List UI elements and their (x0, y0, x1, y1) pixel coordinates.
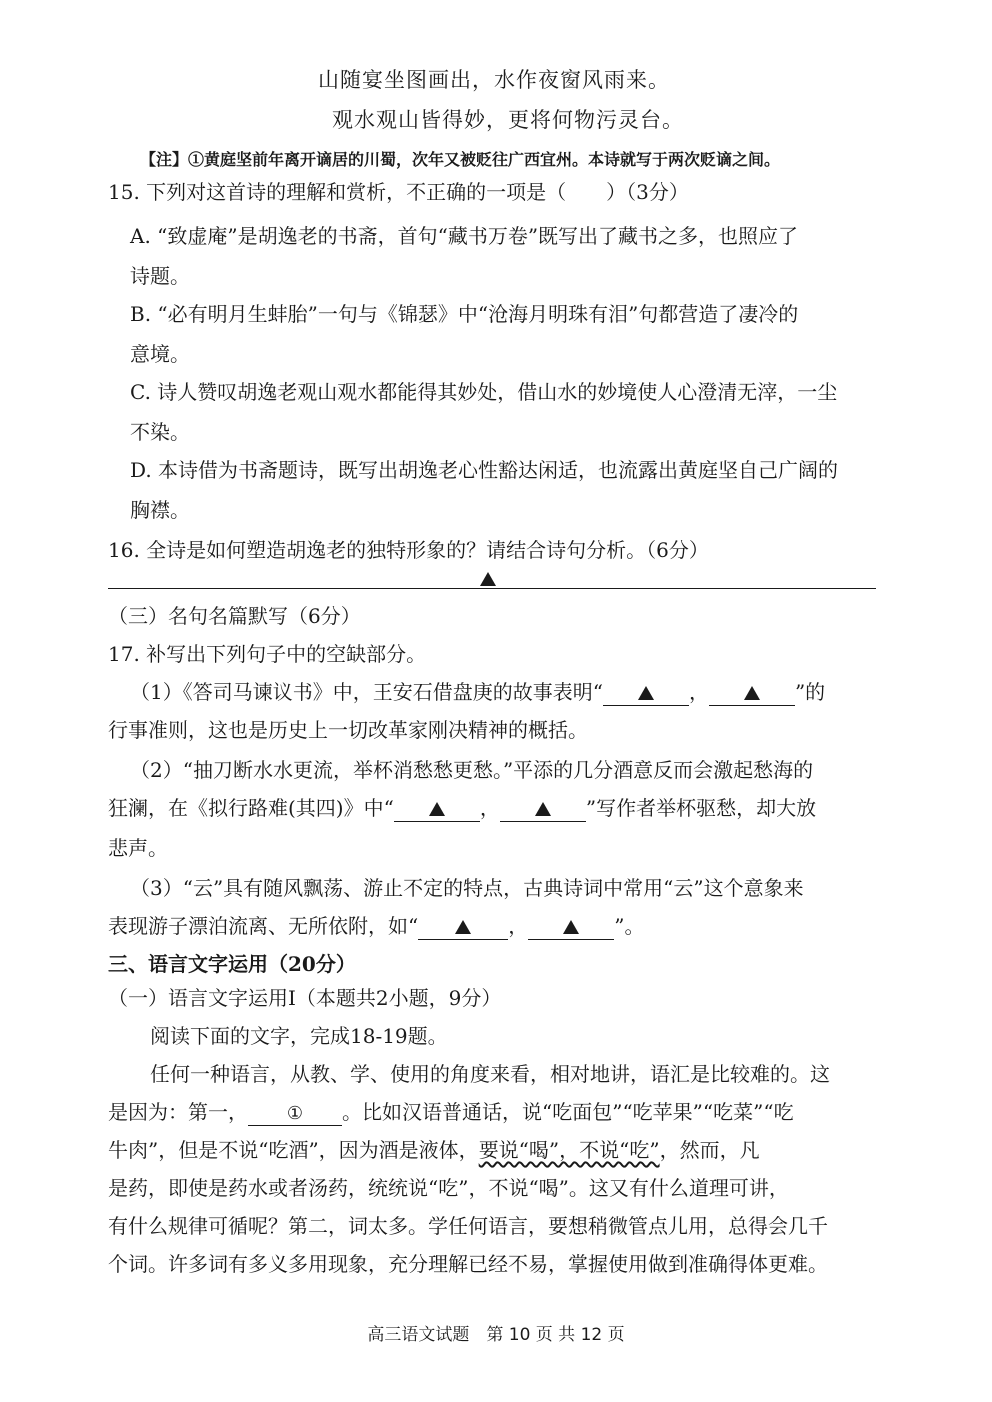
q15-option-c-cont: 不染。 (130, 420, 190, 444)
triangle-icon (535, 802, 551, 816)
passage-line-4: 是药，即使是药水或者汤药，统统说“吃”，不说“喝”。这又有什么道理可讲， (108, 1176, 789, 1200)
fill-blank[interactable] (528, 917, 614, 940)
q17-item-2-cont (108, 794, 816, 822)
fill-blank-1[interactable]: ① (248, 1103, 342, 1126)
q17-item-1-end: ”的 (794, 680, 826, 704)
q17-item-2-sep: ， (479, 796, 500, 820)
section-3-heading: （三）名句名篇默写（6分） (108, 604, 361, 628)
passage-line-3-text: 牛肉”，但是不说“吃酒”，因为酒是液体， (108, 1138, 479, 1162)
answer-line (108, 588, 876, 589)
q15-option-b-cont: 意境。 (130, 342, 190, 366)
q17-item-1 (130, 678, 825, 706)
poem-line-1: 山随宴坐图画出，水作夜窗风雨来。 (318, 68, 670, 92)
fill-blank[interactable] (709, 683, 795, 706)
q15-stem: 15. 下列对这首诗的理解和赏析，不正确的一项是（ ）（3分） (108, 180, 689, 204)
q15-option-a: A. “致虚庵”是胡逸老的书斋，首句“藏书万卷”既写出了藏书之多，也照应了 (130, 224, 799, 248)
poem-line-2: 观水观山皆得妙，更将何物污灵台。 (332, 108, 684, 132)
q17-item-1-text: （1）《答司马谏议书》中，王安石借盘庚的故事表明“ (130, 680, 603, 704)
q16-stem: 16. 全诗是如何塑造胡逸老的独特形象的？请结合诗句分析。（6分） (108, 538, 709, 562)
q17-item-2-end: ”写作者举杯驱愁，却大放 (585, 796, 817, 820)
fill-blank[interactable] (394, 799, 480, 822)
page-footer: 高三语文试题 第 10 页 共 12 页 (367, 1325, 625, 1345)
fill-blank[interactable] (500, 799, 586, 822)
q15-option-c: C. 诗人赞叹胡逸老观山观水都能得其妙处，借山水的妙境使人心澄清无滓，一尘 (130, 380, 838, 404)
q15-option-d-cont: 胸襟。 (130, 498, 190, 522)
q17-item-2: （2）“抽刀断水水更流，举杯消愁愁更愁。”平添的几分酒意反而会激起愁海的 (130, 758, 814, 782)
passage-line-1: 任何一种语言，从教、学、使用的角度来看，相对地讲，语汇是比较难的。这 (150, 1062, 830, 1086)
triangle-icon (455, 920, 471, 934)
q17-item-3-text: 表现游子漂泊流离、无所依附，如“ (108, 914, 419, 938)
fill-blank[interactable] (418, 917, 508, 940)
answer-marker-icon (480, 572, 496, 586)
q15-option-d: D. 本诗借为书斋题诗，既写出胡逸老心性豁达闲适，也流露出黄庭坚自己广阔的 (130, 458, 839, 482)
q17-item-1-cont: 行事准则，这也是历史上一切改革家刚决精神的概括。 (108, 718, 588, 742)
passage-line-2 (108, 1098, 794, 1126)
reading-instructions: 阅读下面的文字，完成18-19题。 (150, 1024, 448, 1048)
q17-item-2-text: 狂澜，在《拟行路难(其四)》中“ (108, 796, 394, 820)
wavy-underlined-text: 要说“喝”，不说“吃” (478, 1138, 660, 1162)
passage-line-3 (108, 1136, 760, 1164)
q17-item-1-sep: ， (688, 680, 709, 704)
section-three-sub-heading: （一）语言文字运用Ⅰ（本题共2小题，9分） (108, 986, 502, 1010)
passage-line-3-rest: ，然而，凡 (659, 1138, 760, 1162)
q17-item-2-cont2: 悲声。 (108, 836, 168, 860)
q17-item-3-cont (108, 912, 644, 940)
triangle-icon (744, 686, 760, 700)
passage-line-5: 有什么规律可循呢？第二，词太多。学任何语言，要想稍微管点儿用，总得会几千 (108, 1214, 828, 1238)
q15-option-a-cont: 诗题。 (130, 264, 190, 288)
poem-note: 【注】①黄庭坚前年离开谪居的川蜀，次年又被贬往广西宜州。本诗就写于两次贬谪之间。 (140, 150, 781, 169)
fill-blank[interactable] (603, 683, 689, 706)
passage-line-2-text: 是因为：第一， (108, 1100, 248, 1124)
q17-item-3-sep: ， (508, 914, 529, 938)
triangle-icon (638, 686, 654, 700)
passage-line-6: 个词。许多词有多义多用现象，充分理解已经不易，掌握使用做到准确得体更难。 (108, 1252, 828, 1276)
q17-stem: 17. 补写出下列句子中的空缺部分。 (108, 642, 427, 666)
q17-item-3: （3）“云”具有随风飘荡、游止不定的特点，古典诗词中常用“云”这个意象来 (130, 876, 804, 900)
triangle-icon (429, 802, 445, 816)
q15-option-b: B. “必有明月生蚌胎”一句与《锦瑟》中“沧海月明珠有泪”句都营造了凄冷的 (130, 302, 799, 326)
triangle-icon (563, 920, 579, 934)
section-three-heading: 三、语言文字运用（20分） (108, 952, 356, 976)
q17-item-3-end: ”。 (614, 914, 645, 938)
passage-line-2-rest: 。比如汉语普通话，说“吃面包”“吃苹果”“吃菜”“吃 (342, 1100, 794, 1124)
